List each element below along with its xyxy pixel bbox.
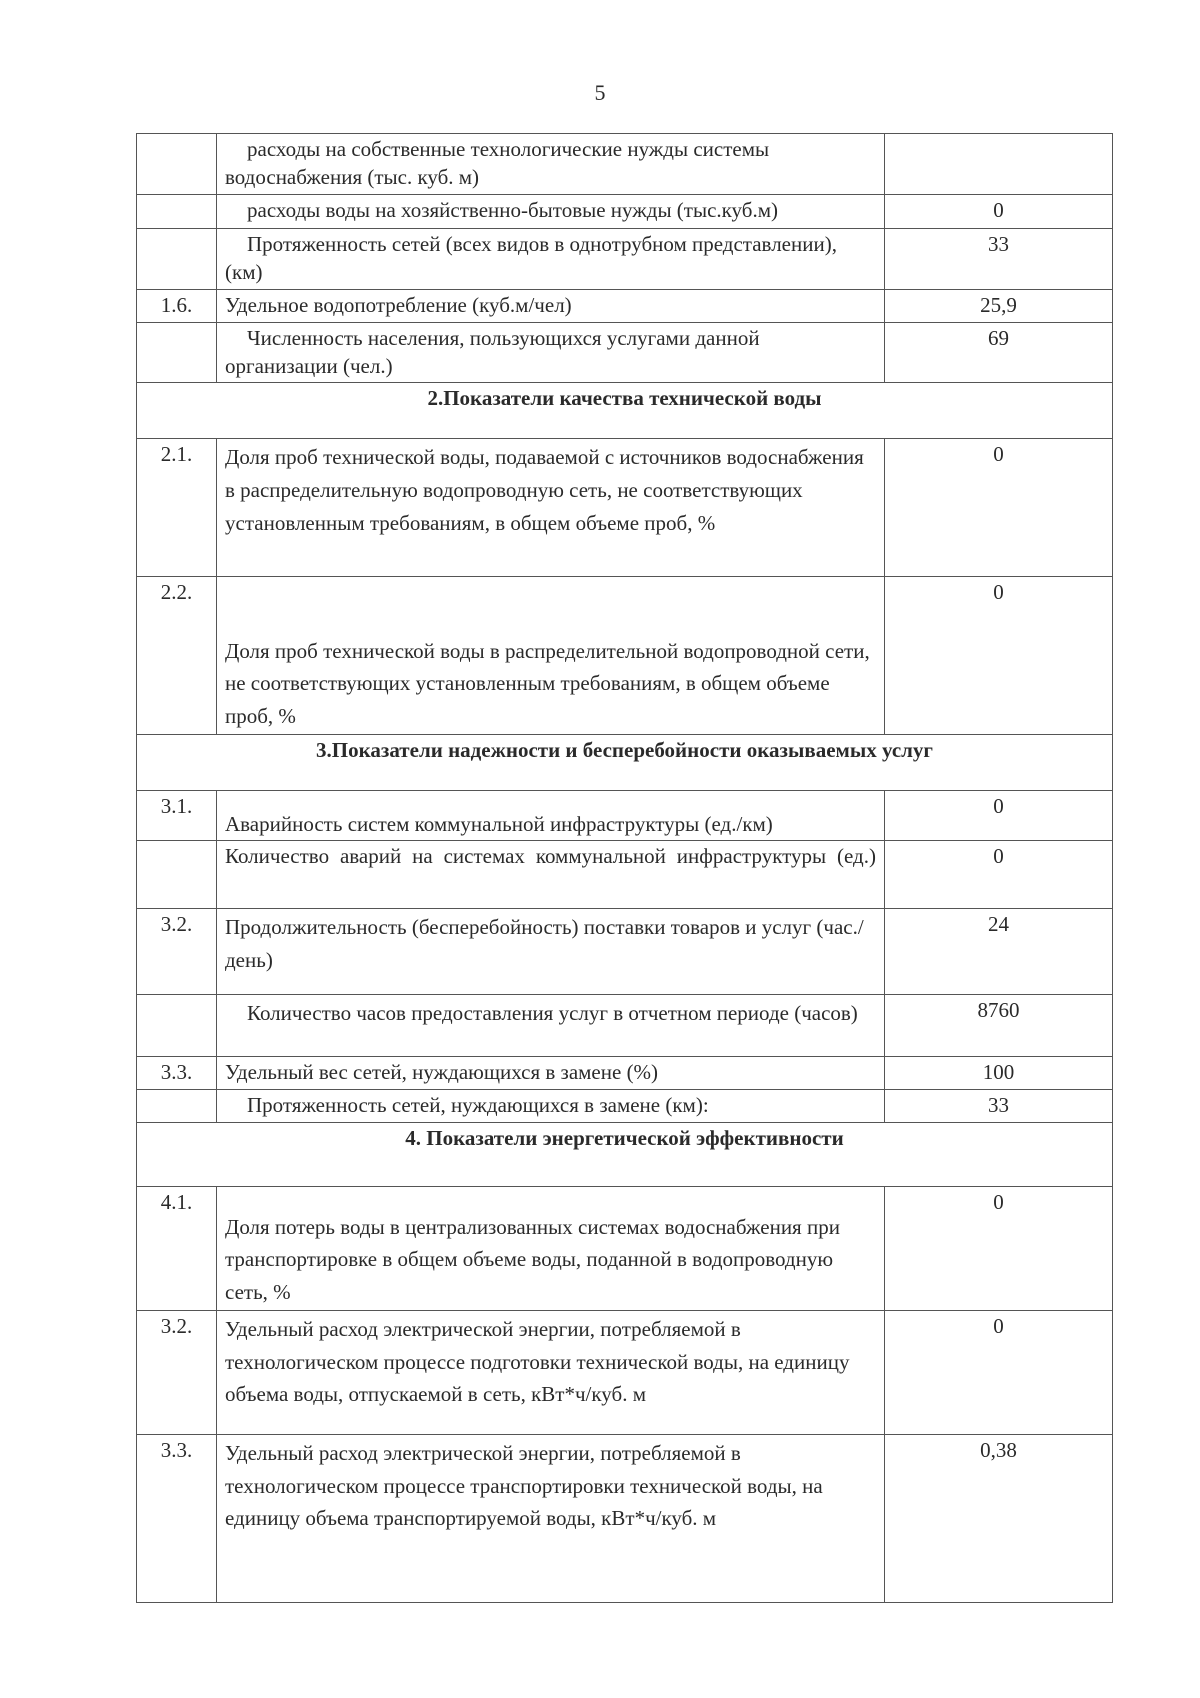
row-number: 3.2. xyxy=(137,909,217,995)
row-value: 33 xyxy=(885,1090,1113,1123)
row-description: расходы на собственные технологические нужды системы водоснабжения (тыс. куб. м) xyxy=(217,134,885,195)
row-description: Доля потерь воды в централизованных системах водоснабжения при транспортировке в общем объеме воды, поданной в водопроводную сеть, % xyxy=(217,1187,885,1311)
row-number: 3.1. xyxy=(137,791,217,841)
row-description: Доля проб технической воды в распределительной водопроводной сети, не соответствующих установленным требованиям, в общем объеме проб, % xyxy=(217,577,885,735)
row-number: 4.1. xyxy=(137,1187,217,1311)
table-row xyxy=(137,1187,1113,1311)
indicators-table xyxy=(136,133,1113,1603)
table-row xyxy=(137,791,1113,841)
section-title: 4. Показатели энергетической эффективности xyxy=(137,1123,1113,1187)
row-number: 1.6. xyxy=(137,289,217,322)
row-value: 25,9 xyxy=(885,289,1113,322)
page-number: 5 xyxy=(594,80,606,105)
row-value: 0 xyxy=(885,1311,1113,1435)
row-description: Удельный расход электрической энергии, потребляемой в технологическом процессе транспортировки технической воды, на единицу объема транспортируемой воды, кВт*ч/куб. м xyxy=(217,1435,885,1603)
row-number xyxy=(137,995,217,1057)
table-row xyxy=(137,577,1113,735)
row-value: 0 xyxy=(885,1187,1113,1311)
row-value: 0,38 xyxy=(885,1435,1113,1603)
row-description: Доля проб технической воды, подаваемой с источников водоснабжения в распределительную водопроводную сеть, не соответствующих установленным требованиям, в общем объеме проб, % xyxy=(217,439,885,577)
table-row xyxy=(137,228,1113,289)
row-value: 0 xyxy=(885,439,1113,577)
table-row xyxy=(137,995,1113,1057)
row-number: 3.3. xyxy=(137,1057,217,1090)
row-description: Протяженность сетей (всех видов в однотрубном представлении), (км) xyxy=(217,228,885,289)
row-value: 8760 xyxy=(885,995,1113,1057)
row-description: Удельный расход электрической энергии, потребляемой в технологическом процессе подготовки технической воды, на единицу объема воды, отпускаемой в сеть, кВт*ч/куб. м xyxy=(217,1311,885,1435)
table-row xyxy=(137,1057,1113,1090)
row-number xyxy=(137,1090,217,1123)
table-row xyxy=(137,134,1113,195)
row-number xyxy=(137,194,217,228)
row-value: 24 xyxy=(885,909,1113,995)
row-description: Количество аварий на системах коммунальной инфраструктуры (ед.) xyxy=(217,841,885,909)
row-value xyxy=(885,134,1113,195)
row-number xyxy=(137,841,217,909)
row-description: Аварийность систем коммунальной инфраструктуры (ед./км) xyxy=(217,791,885,841)
table-row xyxy=(137,322,1113,383)
row-description: Удельный вес сетей, нуждающихся в замене (%) xyxy=(217,1057,885,1090)
row-number: 3.2. xyxy=(137,1311,217,1435)
row-number: 2.2. xyxy=(137,577,217,735)
row-description: Продолжительность (бесперебойность) поставки товаров и услуг (час./день) xyxy=(217,909,885,995)
table-row xyxy=(137,194,1113,228)
row-value: 0 xyxy=(885,791,1113,841)
table-row xyxy=(137,841,1113,909)
row-number: 2.1. xyxy=(137,439,217,577)
row-description: Удельное водопотребление (куб.м/чел) xyxy=(217,289,885,322)
table-row xyxy=(137,1090,1113,1123)
row-value: 0 xyxy=(885,841,1113,909)
row-value: 100 xyxy=(885,1057,1113,1090)
row-number: 3.3. xyxy=(137,1435,217,1603)
row-value: 0 xyxy=(885,194,1113,228)
row-description: Протяженность сетей, нуждающихся в замене (км): xyxy=(217,1090,885,1123)
row-description: расходы воды на хозяйственно-бытовые нужды (тыс.куб.м) xyxy=(217,194,885,228)
table-row xyxy=(137,909,1113,995)
row-number xyxy=(137,228,217,289)
row-value: 69 xyxy=(885,322,1113,383)
section-title: 3.Показатели надежности и бесперебойности оказываемых услуг xyxy=(137,735,1113,791)
table-row xyxy=(137,289,1113,322)
row-number xyxy=(137,322,217,383)
row-number xyxy=(137,134,217,195)
section-title: 2.Показатели качества технической воды xyxy=(137,383,1113,439)
section-header-row xyxy=(137,1123,1113,1187)
table-row xyxy=(137,1311,1113,1435)
table-row xyxy=(137,439,1113,577)
row-value: 33 xyxy=(885,228,1113,289)
row-value: 0 xyxy=(885,577,1113,735)
section-header-row xyxy=(137,383,1113,439)
section-header-row xyxy=(137,735,1113,791)
table-row xyxy=(137,1435,1113,1603)
row-description: Количество часов предоставления услуг в отчетном периоде (часов) xyxy=(217,995,885,1057)
row-description: Численность населения, пользующихся услугами данной организации (чел.) xyxy=(217,322,885,383)
